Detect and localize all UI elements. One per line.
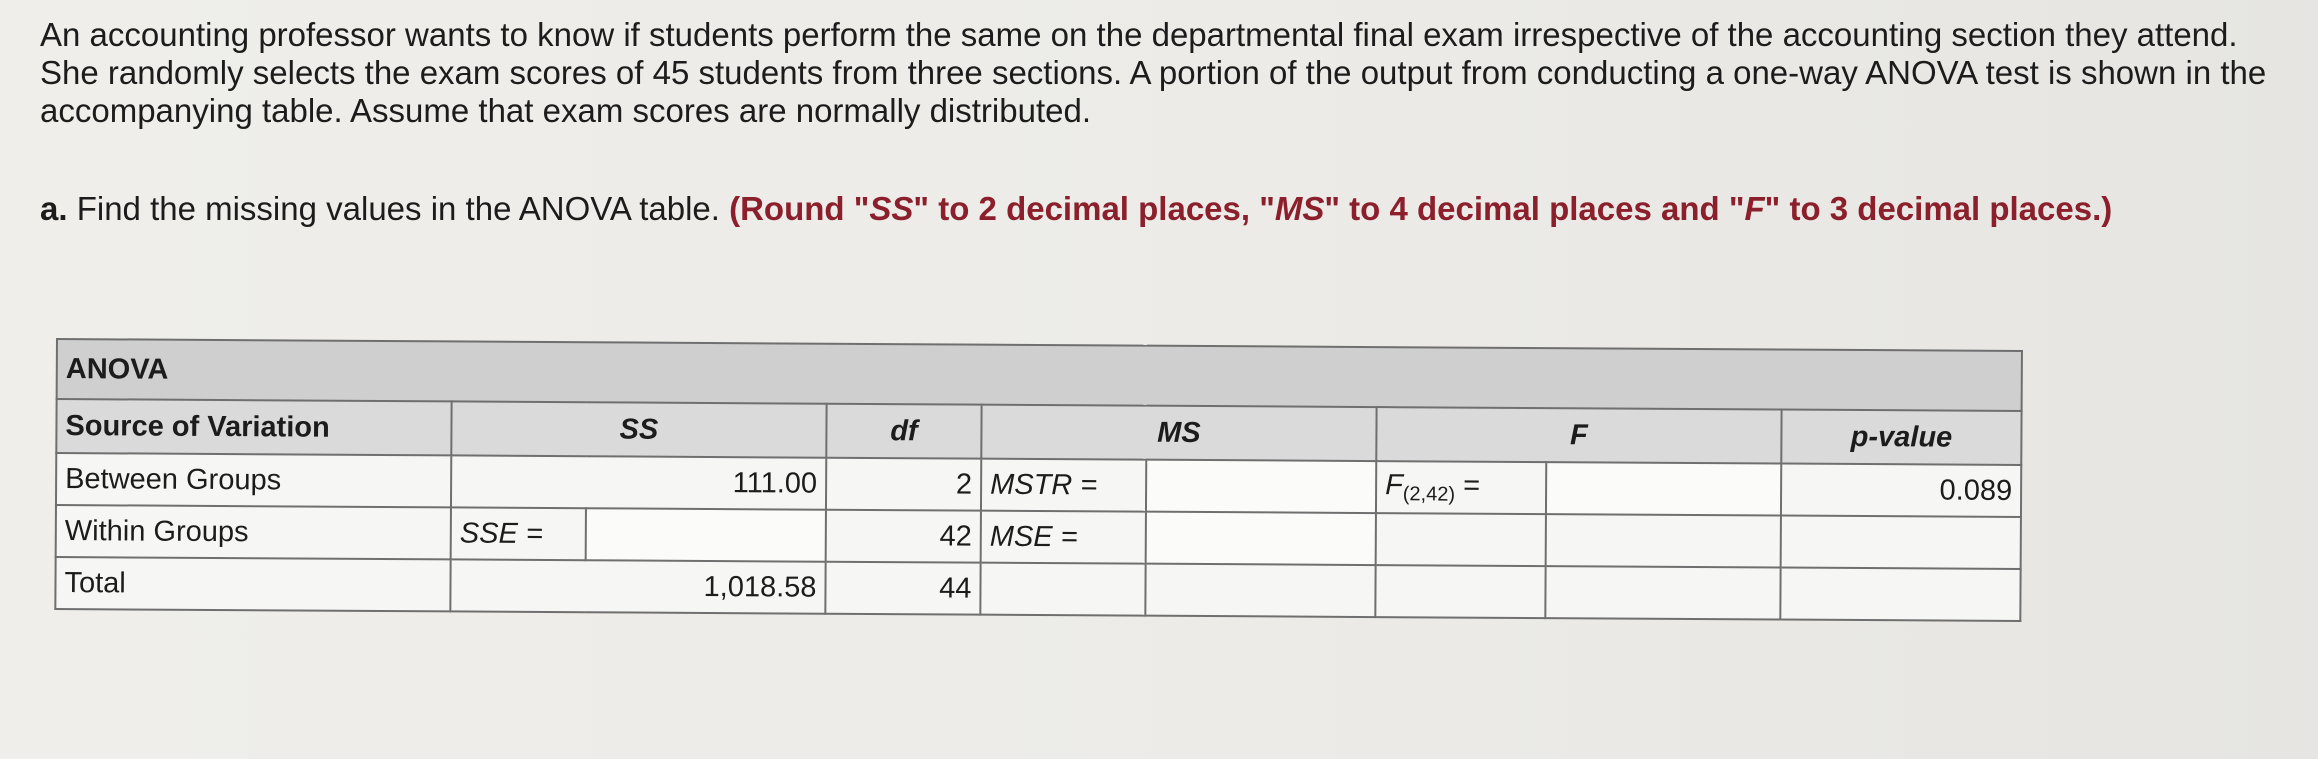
ss-between: 111.00 xyxy=(451,455,826,509)
question-part-a xyxy=(40,190,2280,228)
header-p-value: p-value xyxy=(1781,410,2021,465)
ms-term: MS xyxy=(1274,190,1325,227)
header-df: df xyxy=(826,404,981,459)
empty-cell xyxy=(1545,566,1780,619)
header-source: Source of Variation xyxy=(56,399,451,455)
header-ss: SS xyxy=(451,401,826,457)
empty-cell xyxy=(1781,516,2021,569)
df-between: 2 xyxy=(826,458,981,511)
source-total: Total xyxy=(55,557,450,611)
f-stat-label: $F_{(2,42)}$ = xyxy=(1376,461,1546,514)
mstr-input[interactable] xyxy=(1146,460,1376,513)
table-title: ANOVA xyxy=(57,339,2022,411)
f-stat-input[interactable] xyxy=(1546,462,1781,515)
mse-label: MSE = xyxy=(981,511,1146,564)
empty-cell xyxy=(1780,568,2020,621)
empty-cell xyxy=(1546,514,1781,567)
problem-text: An accounting professor wants to know if students perform the same on the departmental final exam irrespective of the accounting section they attend. She randomly selects the exam scores of 45 students from three sections. A portion of the output from conducting a one-way ANOVA test is shown in the accompanying table. Assume that exam scores are normally distributed. xyxy=(40,16,2267,129)
df-total: 44 xyxy=(825,562,980,615)
table-row-total xyxy=(55,557,2020,621)
header-f: F xyxy=(1376,407,1781,463)
p-value-between: 0.089 xyxy=(1781,464,2021,517)
rounding-instruction xyxy=(729,190,2112,227)
empty-cell xyxy=(1145,564,1375,617)
sse-input[interactable] xyxy=(586,508,826,561)
instruction-close: " to 3 decimal places.) xyxy=(1764,190,2113,227)
mstr-label: MSTR = xyxy=(981,459,1146,512)
sse-label: SSE = xyxy=(451,507,586,560)
source-within: Within Groups xyxy=(56,505,451,559)
source-between: Between Groups xyxy=(56,453,451,507)
header-ms: MS xyxy=(981,405,1376,461)
f-term: F xyxy=(1744,190,1765,227)
instruction-mid1: " to 2 decimal places, " xyxy=(913,190,1275,227)
part-label: a. xyxy=(40,190,68,227)
mse-input[interactable] xyxy=(1146,512,1376,565)
question-text: Find the missing values in the ANOVA table. xyxy=(76,190,720,227)
ss-total: 1,018.58 xyxy=(450,559,825,613)
anova-table xyxy=(54,338,2021,622)
empty-cell xyxy=(980,563,1145,616)
instruction-open: (Round " xyxy=(729,190,870,227)
empty-cell xyxy=(1375,565,1545,618)
instruction-mid2: " to 4 decimal places and " xyxy=(1324,190,1745,227)
ss-term: SS xyxy=(869,190,914,227)
df-within: 42 xyxy=(826,510,981,563)
empty-cell xyxy=(1376,513,1546,566)
